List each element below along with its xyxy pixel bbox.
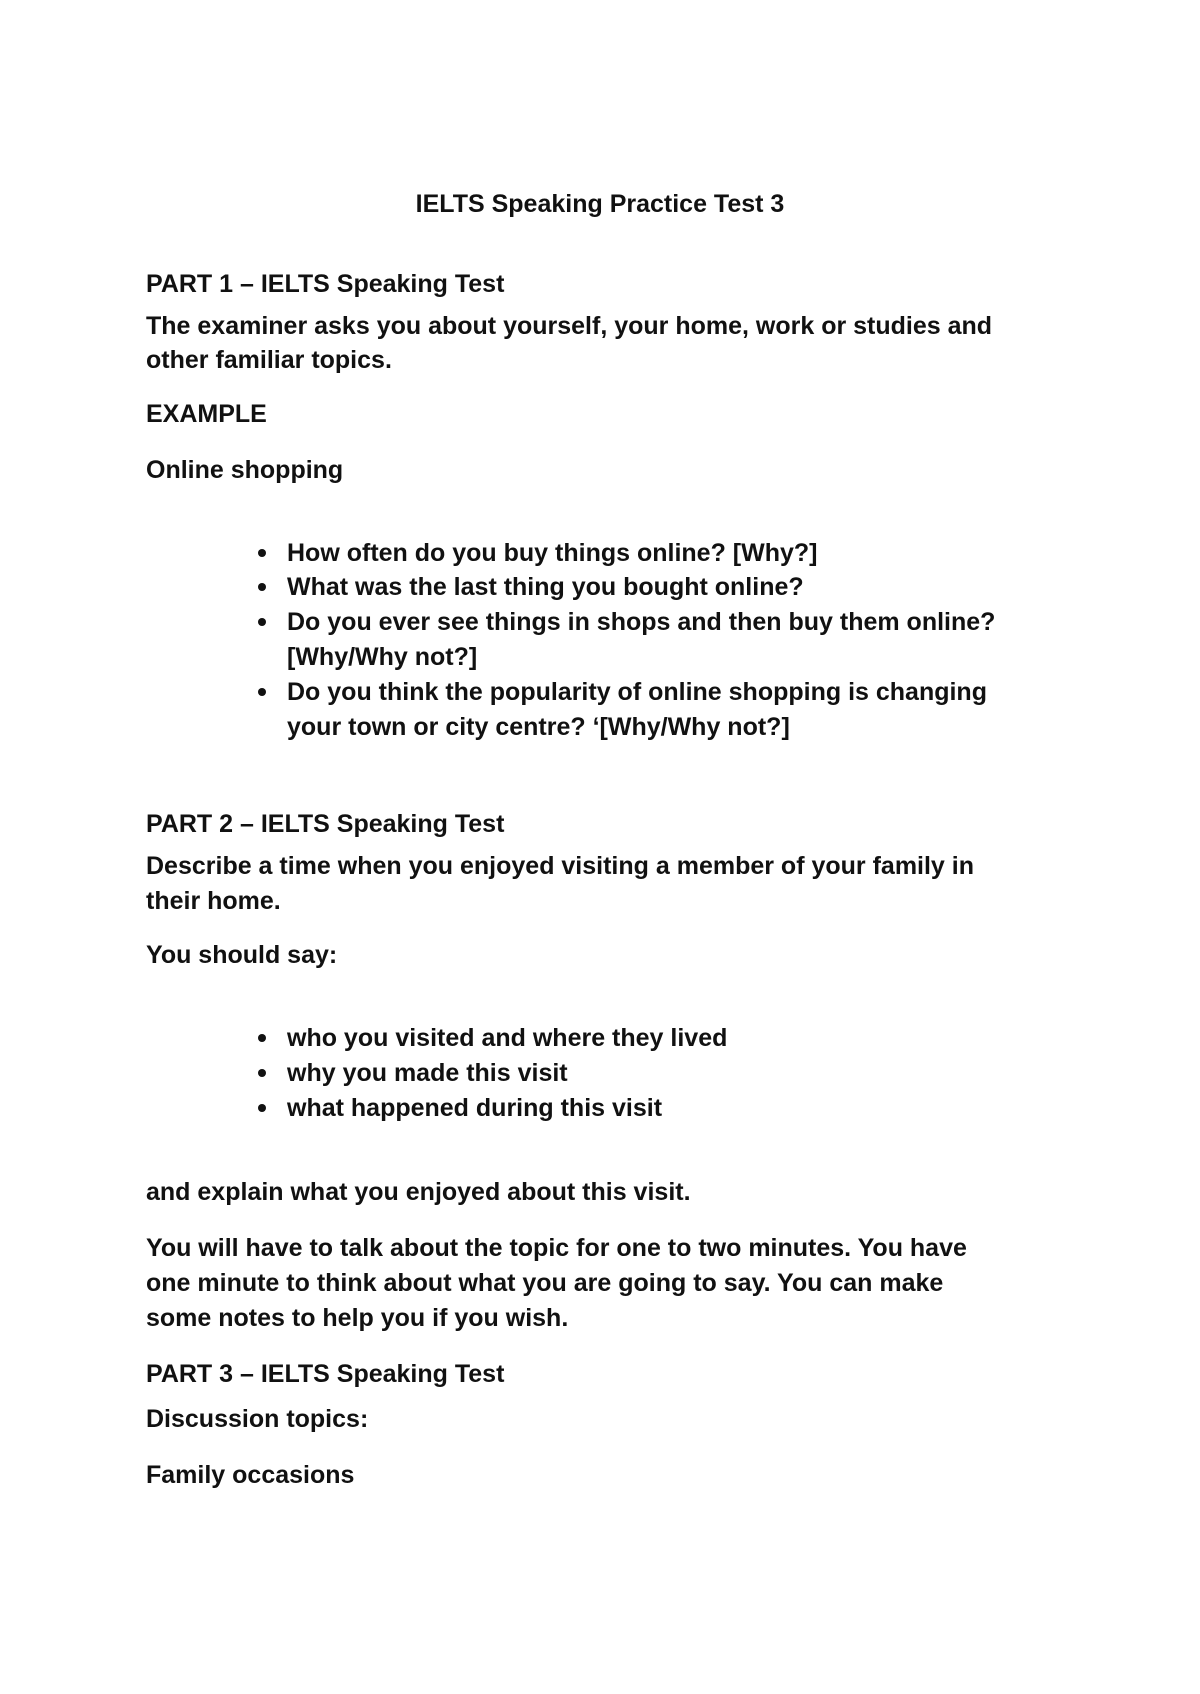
part2-prompt-line-1: Describe a time when you enjoyed visiting a member of your family in [146,852,975,880]
point-text: what happened during this visit [287,1094,663,1122]
part2-heading: PART 2 – IELTS Speaking Test [146,810,505,838]
part1-heading: PART 1 – IELTS Speaking Test [146,270,505,298]
question-text: Do you ever see things in shops and then buy them online? [287,608,996,636]
part1-example-label: EXAMPLE [146,400,267,428]
bullet-icon [258,583,266,591]
question-text: your town or city centre? ‘[Why/Why not?] [287,713,790,741]
document-title: IELTS Speaking Practice Test 3 [415,190,785,218]
question-text: What was the last thing you bought online? [287,573,804,601]
bullet-icon [258,1034,266,1042]
bullet-icon [258,549,266,557]
part1-intro-line-1: The examiner asks you about yourself, your home, work or studies and [146,312,993,340]
part2-instructions-line-3: some notes to help you if you wish. [146,1304,569,1332]
point-text: why you made this visit [287,1059,568,1087]
part3-heading: PART 3 – IELTS Speaking Test [146,1360,505,1388]
part3-topic: Family occasions [146,1461,355,1489]
part2-prompt-line-2: their home. [146,887,281,915]
part2-explain: and explain what you enjoyed about this visit. [146,1178,691,1206]
part2-instructions-line-2: one minute to think about what you are going to say. You can make [146,1269,944,1297]
part2-should-say: You should say: [146,941,338,969]
bullet-icon [258,1069,266,1077]
question-text: How often do you buy things online? [Why?] [287,539,818,567]
point-text: who you visited and where they lived [287,1024,728,1052]
bullet-icon [258,1104,266,1112]
question-text: Do you think the popularity of online shopping is changing [287,678,987,706]
question-text: [Why/Why not?] [287,643,478,671]
part1-topic: Online shopping [146,456,344,484]
part2-instructions-line-1: You will have to talk about the topic for one to two minutes. You have [146,1234,967,1262]
bullet-icon [258,618,266,626]
bullet-icon [258,688,266,696]
part3-discussion-label: Discussion topics: [146,1405,369,1433]
part1-intro-line-2: other familiar topics. [146,346,392,374]
